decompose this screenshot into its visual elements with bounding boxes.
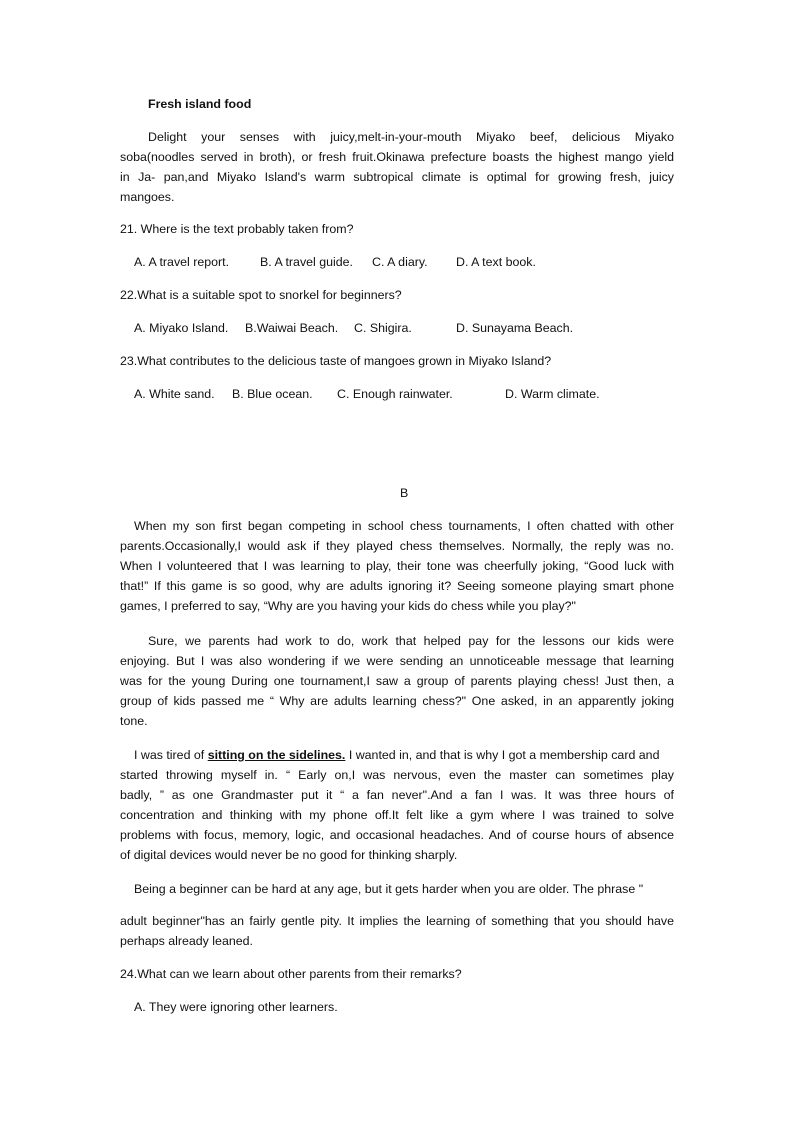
paragraph-line: Delight your senses with juicy,melt-in-your-mouth Miyako beef, delicious Miyako [148, 130, 674, 144]
paragraph-line: in Ja- pan,and Miyako Island's warm subtropical climate is optimal for growing fresh, juicy [120, 170, 674, 184]
answer-option: A. White sand. [134, 387, 215, 401]
paragraph-line: of digital devices would never be no good for thinking sharply. [120, 848, 458, 862]
paragraph-line: Sure, we parents had work to do, work that helped pay for the lessons our kids were [148, 634, 674, 648]
paragraph-line: started throwing myself in. “ Early on,I was nervous, even the master can sometimes play [120, 768, 674, 782]
paragraph-line: group of kids passed me “ Why are adults learning chess?" One asked, in an apparently joking [120, 694, 674, 708]
underlined-phrase: sitting on the sidelines. [207, 748, 346, 762]
answer-option: A. A travel report. [134, 255, 230, 269]
paragraph-line: When I volunteered that I was learning to play, their tone was cheerfully joking, “Good luck with [120, 559, 674, 573]
paragraph-line: mangoes. [120, 190, 175, 204]
answer-option: D. A text book. [456, 255, 536, 269]
answer-option: D. Sunayama Beach. [456, 321, 574, 335]
question-stem: 21. Where is the text probably taken from? [120, 222, 354, 236]
section-heading: Fresh island food [148, 97, 252, 111]
question-stem: 22.What is a suitable spot to snorkel for beginners? [120, 288, 402, 302]
paragraph-line: concentration and thinking with my phone off.It felt like a gym where I was trained to solve [120, 808, 674, 822]
paragraph-line: was for the young During one tournament,I saw a group of parents playing chess! Just then, a [120, 674, 674, 688]
paragraph-line: adult beginner"has an fairly gentle pity. It implies the learning of something that you should have [120, 914, 674, 928]
answer-option: A. Miyako Island. [134, 321, 229, 335]
paragraph-line: that!” If this game is so good, why are adults ignoring it? Seeing someone playing smart phone [120, 579, 674, 593]
text-run: I was tired of [134, 748, 208, 762]
paragraph-line [134, 745, 659, 765]
answer-option: B.Waiwai Beach. [245, 321, 339, 335]
answer-option: B. A travel guide. [260, 255, 353, 269]
paragraph-line: perhaps already leaned. [120, 934, 253, 948]
answer-option: B. Blue ocean. [232, 387, 313, 401]
question-stem: 24.What can we learn about other parents from their remarks? [120, 967, 462, 981]
section-title: B [400, 486, 409, 500]
paragraph-line: parents.Occasionally,I would ask if they played chess themselves. Normally, the reply was no. [120, 539, 674, 553]
answer-option: D. Warm climate. [505, 387, 600, 401]
text-run: I wanted in, and that is why I got a membership card and [345, 748, 660, 762]
answer-option: C. Shigira. [354, 321, 412, 335]
paragraph-line: When my son first began competing in school chess tournaments, I often chatted with other [134, 519, 674, 533]
paragraph-line: problems with focus, memory, logic, and occasional headaches. And of course hours of absence [120, 828, 674, 842]
answer-option: C. Enough rainwater. [337, 387, 453, 401]
paragraph-line: soba(noodles served in broth), or fresh fruit.Okinawa prefecture boasts the highest mango yield [120, 150, 674, 164]
answer-option: C. A diary. [372, 255, 428, 269]
paragraph-line: enjoying. But I was also wondering if we were sending an unnoticeable message that learning [120, 654, 674, 668]
question-stem: 23.What contributes to the delicious taste of mangoes grown in Miyako Island? [120, 354, 552, 368]
paragraph-line: badly, ” as one Grandmaster put it “ a fan never".And a fan I was. It was three hours of [120, 788, 674, 802]
answer-option: A. They were ignoring other learners. [134, 1000, 338, 1014]
paragraph-line: tone. [120, 714, 148, 728]
paragraph-line: Being a beginner can be hard at any age, but it gets harder when you are older. The phrase " [134, 882, 644, 896]
paragraph-line: games, I preferred to say, “Why are you having your kids do chess while you play?" [120, 599, 576, 613]
